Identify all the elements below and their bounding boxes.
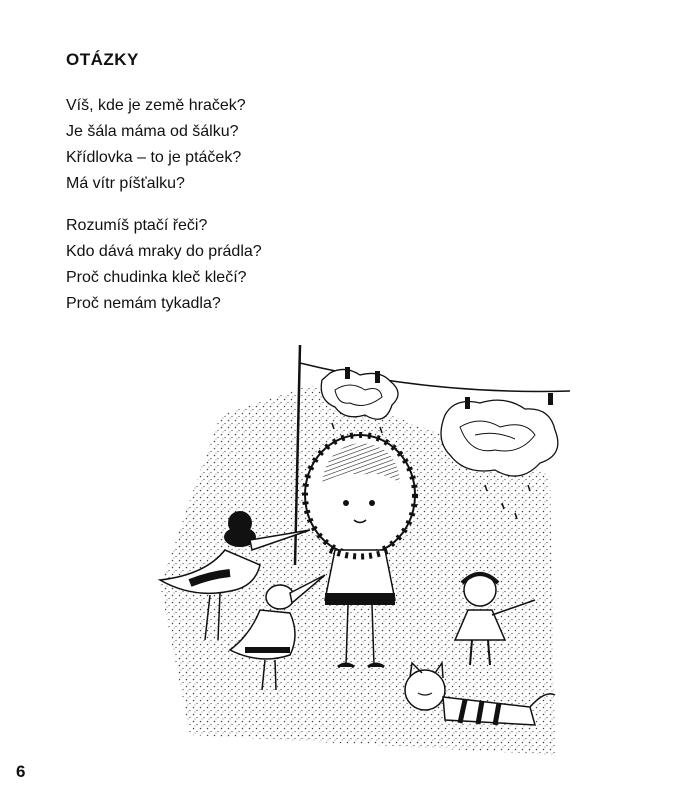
poem-line: Křídlovka – to je ptáček?: [66, 149, 242, 166]
poem-line: Kdo dává mraky do prádla?: [66, 243, 262, 260]
stanza-1: [66, 93, 246, 197]
page-number: 6: [16, 762, 26, 781]
poem-line: Má vítr píšťalku?: [66, 175, 185, 192]
stanza-2: [66, 213, 262, 317]
poem-line: Rozumíš ptačí řeči?: [66, 217, 208, 234]
poem-line: Proč chudinka kleč klečí?: [66, 269, 247, 286]
poem-line: Víš, kde je země hraček?: [66, 97, 246, 114]
poem-line: Je šála máma od šálku?: [66, 123, 239, 140]
poem-title: OTÁZKY: [66, 50, 139, 69]
illustration: [150, 335, 570, 755]
poem-line: Proč nemám tykadla?: [66, 295, 221, 312]
